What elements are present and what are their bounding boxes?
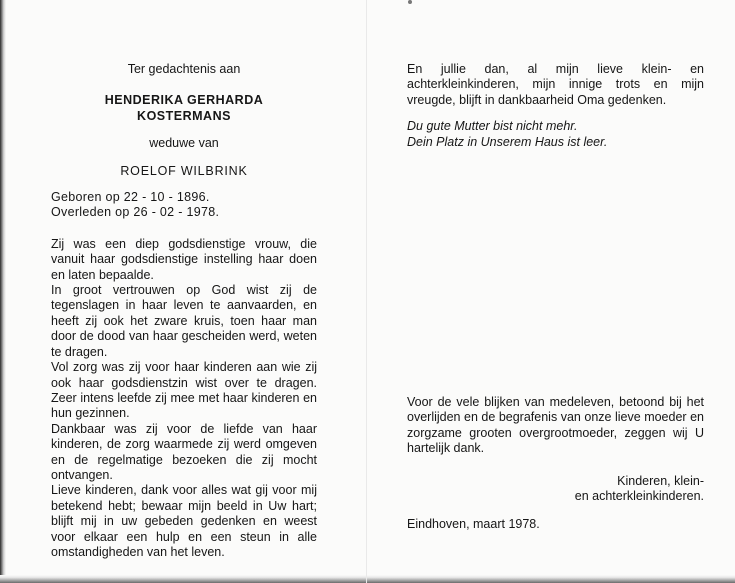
intro-text: Ter gedachtenis aan (127, 62, 241, 76)
left-column (51, 62, 317, 560)
quote-line-1: Du gute Mutter bist nicht mehr. (407, 119, 578, 134)
thanks-block (407, 395, 704, 533)
card-left-edge-shadow (0, 0, 6, 583)
bio-paragraph: Lieve kinderen, dank voor alles wat gij voor mij betekend hebt; bewaar mijn beeld in Uw hart; blijft mij in uw gebeden gedenken en weest voor elkaar een hulp en een steun in alle omstandigheden van het leven. (51, 483, 317, 559)
quote-line-2: Dein Platz in Unserem Haus ist leer. (407, 134, 608, 149)
german-quote (407, 119, 704, 150)
biography (51, 237, 317, 561)
bio-paragraph: Dankbaar was zij voor de liefde van haar kinderen, de zorg waarmede zij werd omgeven en de regelmatige bezoeken die zij mocht ontvangen. (51, 421, 317, 482)
signature-line-1: Kinderen, klein- (617, 473, 704, 488)
grandchildren-paragraph: En jullie dan, al mijn lieve klein- en achterkleinkinderen, mijn innige trots en mijn vreugde, blijft in dankbaarheid Oma gedenken. (407, 62, 704, 107)
birth-date: Geboren op 22 - 10 - 1896. (51, 190, 210, 205)
name-line-1: HENDERIKA GERHARDA (104, 93, 264, 108)
deceased-name (51, 93, 317, 124)
widow-of-label: weduwe van (149, 136, 219, 151)
thanks-paragraph: Voor de vele blijken van medeleven, betoond bij het overlijden en de begrafenis van onze lieve moeder en zorgzame grooten overgrootmoeder, zeggen wij U hartelijk dank. (407, 395, 704, 456)
life-dates (51, 190, 317, 221)
right-column (407, 62, 704, 150)
bio-paragraph: Zij was een diep godsdienstige vrouw, die vanuit haar godsdienstige instelling haar doen en laten bepaalde. (51, 236, 317, 282)
spouse-name: ROELOF WILBRINK (120, 163, 248, 178)
bio-paragraph: Vol zorg was zij voor haar kinderen aan wie zij ook haar godsdienstzin wist over te dragen. Zeer intens leefde zij mee met haar kinderen en hun gezinnen. (51, 360, 317, 421)
place-date: Eindhoven, maart 1978. (407, 517, 540, 532)
signature (407, 474, 704, 505)
signature-line-2: en achterkleinkinderen. (574, 489, 704, 504)
print-speck (408, 0, 412, 4)
death-date: Overleden op 26 - 02 - 1978. (51, 205, 220, 220)
card-fold-line (366, 0, 367, 583)
bio-paragraph: In groot vertrouwen op God wist zij de tegenslagen in haar leven te aanvaarden, en heeft zij ook het zware kruis, toen haar man door de dood van haar gescheiden werd, weten te dragen. (51, 283, 317, 359)
card-bottom-edge-shadow (0, 575, 735, 583)
name-line-2: KOSTERMANS (137, 108, 231, 123)
